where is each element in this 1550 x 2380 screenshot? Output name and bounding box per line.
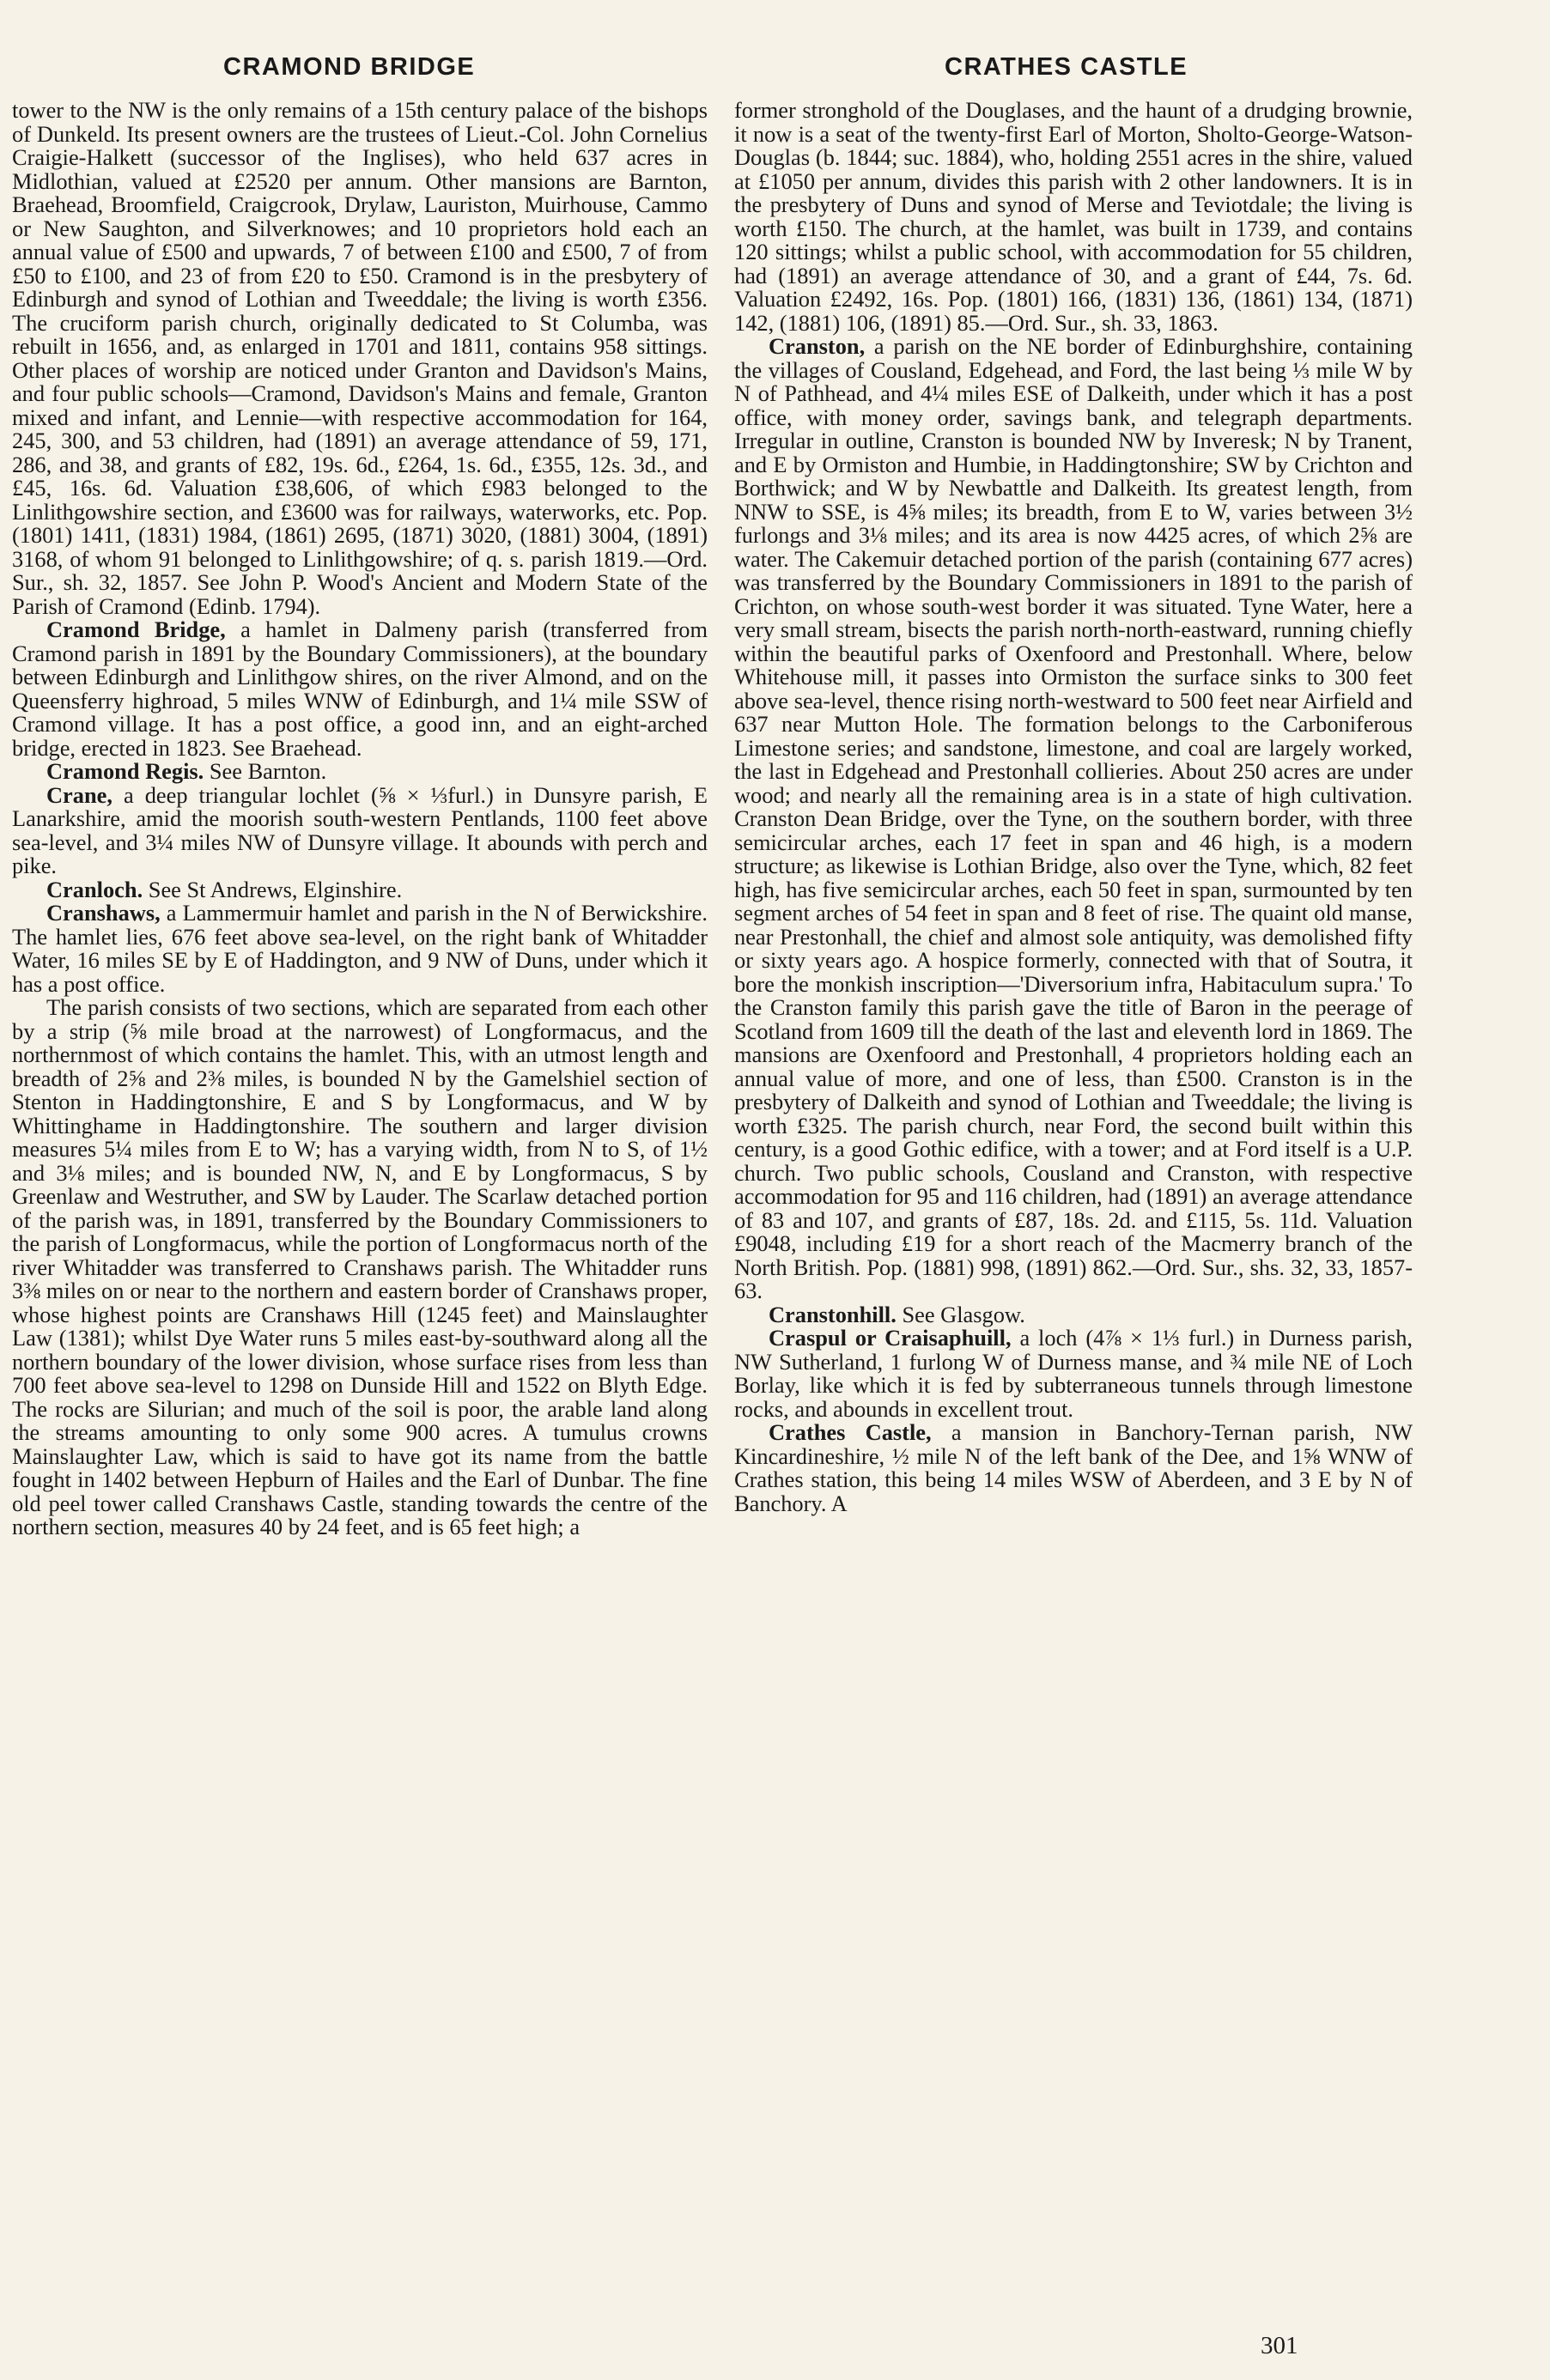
page-number: 301 [1261,2332,1298,2359]
entry-text: a parish on the NE border of Edinburghshire, containing the villages of Cousland, Edgehead, and Ford, the last being ⅓ mile W by N of Pathhead, and 4¼ miles ESE of Dalkeith, under which it has a post office, with money order, savings bank, and telegraph departments. Irregular in outline, Cranston is bounded NW by Inveresk; N by Tranent, and E by Ormiston and Humbie, in Haddingtonshire; SW by Crichton and Borthwick; and W by Newbattle and Dalkeith. Its greatest length, from NNW to SSE, is 4⅝ miles; its breadth, from E to W, varies between 3½ furlongs and 3⅛ miles; and its area is now 4425 acres, of which 2⅝ are water. The Cakemuir detached portion of the parish (containing 677 acres) was transferred by the Boundary Commissioners in 1891 to the parish of Crichton, on whose south-west border it was situated. Tyne Water, here a very small stream, bisects the parish north-north-eastward, running chiefly within the beautiful parks of Oxenfoord and Prestonhall. Where, below Whitehouse mill, it passes into Ormiston the surface sinks to 300 feet above sea-level, thence rising north-westward to 500 feet near Airfield and 637 near Mutton Hole. The formation belongs to the Carboniferous Limestone series; and sandstone, limestone, and coal are largely worked, the last in Edgehead and Prestonhall collieries. About 250 acres are under wood; and nearly all the remaining area is in a state of high cultivation. Cranston Dean Bridge, over the Tyne, on the southern border, with three semicircular arches, each 17 feet in span and 46 high, is a modern structure; as likewise is Lothian Bridge, also over the Tyne, which, 82 feet high, has five semicircular arches, each 50 feet in span, surmounted by ten segment arches of 54 feet in span and 8 feet of rise. The quaint old manse, near Prestonhall, the chief and almost sole antiquity, was demolished fifty or sixty years ago. A hospice formerly, connected with that of Soutra, it bore the monkish inscription—'Diversorium infra, Habitaculum supra.' To the Cranston family this parish gave the title of Baron in the peerage of Scotland from 1609 till the death of the last and eleventh lord in 1869. The mansions are Oxenfoord and Prestonhall, 4 proprietors holding each an annual value of more, and one of less, than £500. Cranston is in the presbytery of Dalkeith and synod of Lothian and Tweeddale; the living is worth £325. The parish church, near Ford, the second built within this century, is a good Gothic edifice, with a tower; and at Ford itself is a U.P. church. Two public schools, Cousland and Cranston, with respective accommodation for 95 and 116 children, had (1891) an average attendance of 83 and 107, and grants of £87, 18s. 2d. and £115, 5s. 11d. Valuation £9048, including £19 for a short reach of the Macmerry branch of the North British. Pop. (1881) 998, (1891) 862.—Ord. Sur., shs. 32, 33, 1857-63. [734,333,1413,1303]
entry-headword: Crathes Castle, [769,1419,932,1445]
entry-text: a loch (4⅞ × 1⅓ furl.) in Durness parish, NW Sutherland, 1 furlong W of Durness manse, and ¾ mile NE of Loch Borlay, like which it is fed by subterraneous tunnels through limestone rocks, and abounds in excellent trout. [734,1325,1413,1422]
entry-cramond-regis [12,760,708,784]
entry-text: a deep triangular lochlet (⅝ × ⅓furl.) in Dunsyre parish, E Lanarkshire, amid the moorish south-western Pentlands, 1100 feet above sea-level, and 3¼ miles NW of Dunsyre village. It abounds with perch and pike. [12,781,708,878]
entry-headword: Crane, [46,781,112,808]
entry-crathes-castle [734,1421,1413,1515]
entry-headword: Cranshaws, [46,900,161,926]
entry-cranstonhill [734,1303,1413,1327]
entry-text: a Lammermuir hamlet and parish in the N of Berwickshire. The hamlet lies, 676 feet above sea-level, on the right bank of Whitadder Water, 16 miles SE by E of Haddington, and 9 NW of Duns, under which it has a post office. [12,900,708,997]
entry-text: See St Andrews, Elginshire. [143,876,403,902]
entry-text: a hamlet in Dalmeny parish (transferred from Cramond parish in 1891 by the Boundary Commissioners), at the boundary between Edinburgh and Linlithgow shires, on the river Almond, and on the Queensferry highroad, 5 miles WNW of Edinburgh, and 1¼ mile SSW of Cramond village. It has a post office, a good inn, and an eight-arched bridge, erected in 1823. See Braehead. [12,616,708,761]
paragraph: former stronghold of the Douglases, and the haunt of a drudging brownie, it now is a seat of the twenty-first Earl of Morton, Sholto-George-Watson-Douglas (b. 1844; suc. 1884), who, holding 2551 acres in the shire, valued at £1050 per annum, divides this parish with 2 other landowners. It is in the presbytery of Duns and synod of Merse and Teviotdale; the living is worth £150. The church, at the hamlet, was built in 1739, and contains 120 sittings; whilst a public school, with accommodation for 55 children, had (1891) an average attendance of 30, and a grant of £44, 7s. 6d. Valuation £2492, 16s. Pop. (1801) 166, (1831) 136, (1861) 134, (1871) 142, (1881) 106, (1891) 85.—Ord. Sur., sh. 33, 1863. [734,97,1413,336]
entry-headword: Cranstonhill. [769,1301,897,1327]
paragraph: tower to the NW is the only remains of a 15th century palace of the bishops of Dunkeld. Its present owners are the trustees of Lieut.-Col. John Cornelius Craigie-Halkett (successor of the Inglises), who held 637 acres in Midlothian, valued at £2520 per annum. Other mansions are Barnton, Braehead, Broomfield, Craigcrook, Drylaw, Lauriston, Muirhouse, Cammo or New Saughton, and Silverknowes; and 10 proprietors hold each an annual value of £500 and upwards, 7 of between £100 and £500, 7 of from £50 to £100, and 23 of from £20 to £50. Cramond is in the presbytery of Edinburgh and synod of Lothian and Tweeddale; the living is worth £356. The cruciform parish church, originally dedicated to St Columba, was rebuilt in 1656, and, as enlarged in 1701 and 1811, contains 958 sittings. Other places of worship are noticed under Granton and Davidson's Mains, and four public schools—Cramond, Davidson's Mains and female, Granton mixed and infant, and Lennie—with respective accommodation for 164, 245, 300, and 53 children, had (1891) an average attendance of 59, 171, 286, and 38, and grants of £82, 19s. 6d., £264, 1s. 6d., £355, 12s. 3d., and £45, 16s. 6d. Valuation £38,606, of which £983 belonged to the Linlithgowshire section, and £3600 was for railways, waterworks, etc. Pop. (1801) 1411, (1831) 1984, (1861) 2695, (1871) 3020, (1881) 3004, (1891) 3168, of whom 91 belonged to Linlithgowshire; of q. s. parish 1819.—Ord. Sur., sh. 32, 1857. See John P. Wood's Ancient and Modern State of the Parish of Cramond (Edinb. 1794). [12,97,708,619]
entry-headword: Cranloch. [46,876,143,902]
entry-headword: Cranston, [769,333,866,359]
right-column [734,99,1413,1515]
entry-text: a mansion in Banchory-Ternan parish, NW Kincardineshire, ½ mile N of the left bank of the Dee, and 1⅝ WNW of Crathes station, this being 14 miles WSW of Aberdeen, and 3 E by N of Banchory. A [734,1419,1413,1516]
entry-cranshaws [12,902,708,996]
entry-headword: Cramond Bridge, [46,616,226,642]
entry-text: See Glasgow. [896,1301,1025,1327]
entry-cranloch [12,878,708,902]
paragraph: The parish consists of two sections, which are separated from each other by a strip (⅝ mile broad at the narrowest) of Longformacus, and the northernmost of which contains the hamlet. This, with an utmost length and breadth of 2⅝ and 2⅜ miles, is bounded N by the Gamelshiel section of Stenton in Haddingtonshire, E and S by Longformacus, and W by Whittinghame in Haddingtonshire. The southern and larger division measures 5¼ miles from E to W; has a varying width, from N to S, of 1½ and 3⅛ miles; and is bounded NW, N, and E by Longformacus, S by Greenlaw and Westruther, and SW by Lauder. The Scarlaw detached portion of the parish was, in 1891, transferred by the Boundary Commissioners to the parish of Longformacus, while the portion of Longformacus north of the river Whitadder was transferred to Cranshaws parish. The Whitadder runs 3⅜ miles on or near to the northern and eastern border of Cranshaws proper, whose highest points are Cranshaws Hill (1245 feet) and Mainslaughter Law (1381); whilst Dye Water runs 5 miles east-by-southward along all the northern boundary of the lower division, whose surface rises from less than 700 feet above sea-level to 1298 on Dunside Hill and 1522 on Blyth Edge. The rocks are Silurian; and much of the soil is poor, the arable land along the streams amounting to only some 900 acres. A tumulus crowns Mainslaughter Law, which is said to have got its name from the battle fought in 1402 between Hepburn of Hailes and the Earl of Dunbar. The fine old peel tower called Cranshaws Castle, standing towards the centre of the northern section, measures 40 by 24 feet, and is 65 feet high; a [12,994,708,1539]
entry-text: See Barnton. [204,758,327,784]
entry-headword: Cramond Regis. [46,758,204,784]
entry-crane [12,781,708,878]
entry-cramond-bridge [12,618,708,760]
left-column [12,99,708,1539]
running-head-right: CRATHES CASTLE [945,53,1188,81]
entry-cranston [734,335,1413,1303]
entry-craspul [734,1327,1413,1421]
entry-headword: Craspul or Craisaphuill, [769,1325,1012,1351]
running-head-left: CRAMOND BRIDGE [223,53,476,81]
